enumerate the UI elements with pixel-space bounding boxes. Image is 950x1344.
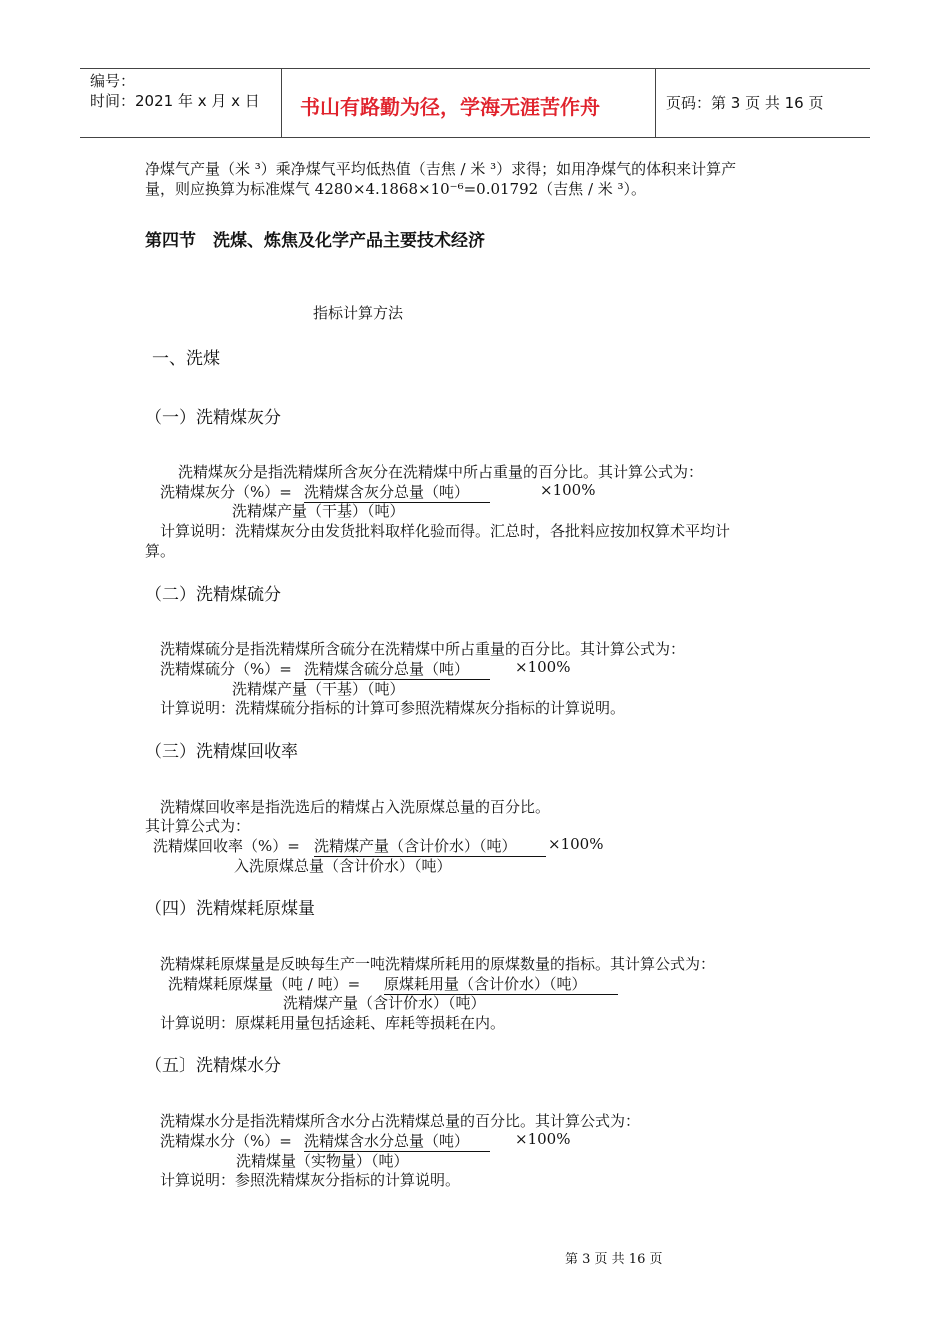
header-divider xyxy=(655,69,656,137)
formula-denominator: 入洗原煤总量（含计价水）（吨） xyxy=(234,857,452,875)
item-description-continued: 其计算公式为： xyxy=(145,817,251,835)
formula-numerator: 洗精煤含水分总量（吨） xyxy=(304,1130,490,1152)
intro-line-2: 量，则应换算为标准煤气 4280×4.1868×10⁻⁶=0.01792（吉焦 / 米 ³）。 xyxy=(145,180,647,198)
formula-multiplier: ×100% xyxy=(540,481,596,499)
header-page-indicator: 页码：第 3 页 共 16 页 xyxy=(666,94,824,112)
header-motto: 书山有路勤为径，学海无涯苦作舟 xyxy=(300,95,600,119)
item-description: 洗精煤耗原煤量是反映每生产一吨洗精煤所耗用的原煤数量的指标。其计算公式为： xyxy=(160,955,716,973)
formula-lhs: 洗精煤硫分（%）= xyxy=(160,660,292,678)
section-title: 第四节 洗煤、炼焦及化学产品主要技术经济 xyxy=(145,231,485,251)
formula-denominator: 洗精煤产量（干基）（吨） xyxy=(232,680,405,698)
item-note: 计算说明：原煤耗用量包括途耗、库耗等损耗在内。 xyxy=(160,1014,506,1032)
item-heading: （三）洗精煤回收率 xyxy=(145,742,298,762)
intro-line-1: 净煤气产量（米 ³）乘净煤气平均低热值（吉焦 / 米 ³）求得；如用净煤气的体积来计算产 xyxy=(145,160,737,178)
formula-multiplier: ×100% xyxy=(515,658,571,676)
item-note: 计算说明：参照洗精煤灰分指标的计算说明。 xyxy=(160,1171,461,1189)
item-description: 洗精煤回收率是指洗选后的精煤占入洗原煤总量的百分比。 xyxy=(160,798,551,816)
item-heading: （五〕洗精煤水分 xyxy=(145,1056,281,1076)
formula-lhs: 洗精煤耗原煤量（吨 / 吨）= xyxy=(168,975,361,993)
formula-lhs: 洗精煤回收率（%）= xyxy=(153,837,300,855)
document-time-label: 时间：2021 年 x 月 x 日 xyxy=(90,92,260,110)
item-description: 洗精煤硫分是指洗精煤所含硫分在洗精煤中所占重量的百分比。其计算公式为： xyxy=(160,640,686,658)
formula-numerator: 原煤耗用量（含计价水）（吨） xyxy=(384,973,618,995)
formula-multiplier: ×100% xyxy=(515,1130,571,1148)
formula-denominator: 洗精煤量（实物量）（吨） xyxy=(236,1152,409,1170)
section-subtitle: 指标计算方法 xyxy=(313,304,404,322)
formula-lhs: 洗精煤灰分（%）= xyxy=(160,483,292,501)
item-note: 计算说明：洗精煤硫分指标的计算可参照洗精煤灰分指标的计算说明。 xyxy=(160,699,626,717)
page-footer: 第 3 页 共 16 页 xyxy=(565,1252,663,1267)
formula-numerator: 洗精煤含硫分总量（吨） xyxy=(304,658,490,680)
header-divider xyxy=(281,69,282,137)
item-heading: （二）洗精煤硫分 xyxy=(145,585,281,605)
item-note-continued: 算。 xyxy=(145,542,176,560)
item-heading: （四）洗精煤耗原煤量 xyxy=(145,899,315,919)
formula-numerator: 洗精煤产量（含计价水）（吨） xyxy=(314,835,546,857)
formula-denominator: 洗精煤产量（含计价水）（吨） xyxy=(283,994,486,1012)
formula-denominator: 洗精煤产量（干基）（吨） xyxy=(232,502,405,520)
part-heading: 一、洗煤 xyxy=(152,349,220,369)
item-note: 计算说明：洗精煤灰分由发货批料取样化验而得。汇总时，各批料应按加权算术平均计 xyxy=(160,522,731,540)
document-number-label: 编号： xyxy=(90,72,136,90)
item-description: 洗精煤灰分是指洗精煤所含灰分在洗精煤中所占重量的百分比。其计算公式为： xyxy=(178,463,704,481)
formula-lhs: 洗精煤水分（%）= xyxy=(160,1132,292,1150)
item-heading: （一）洗精煤灰分 xyxy=(145,408,281,428)
formula-multiplier: ×100% xyxy=(548,835,604,853)
item-description: 洗精煤水分是指洗精煤所含水分占洗精煤总量的百分比。其计算公式为： xyxy=(160,1112,641,1130)
formula-numerator: 洗精煤含灰分总量（吨） xyxy=(304,481,490,503)
